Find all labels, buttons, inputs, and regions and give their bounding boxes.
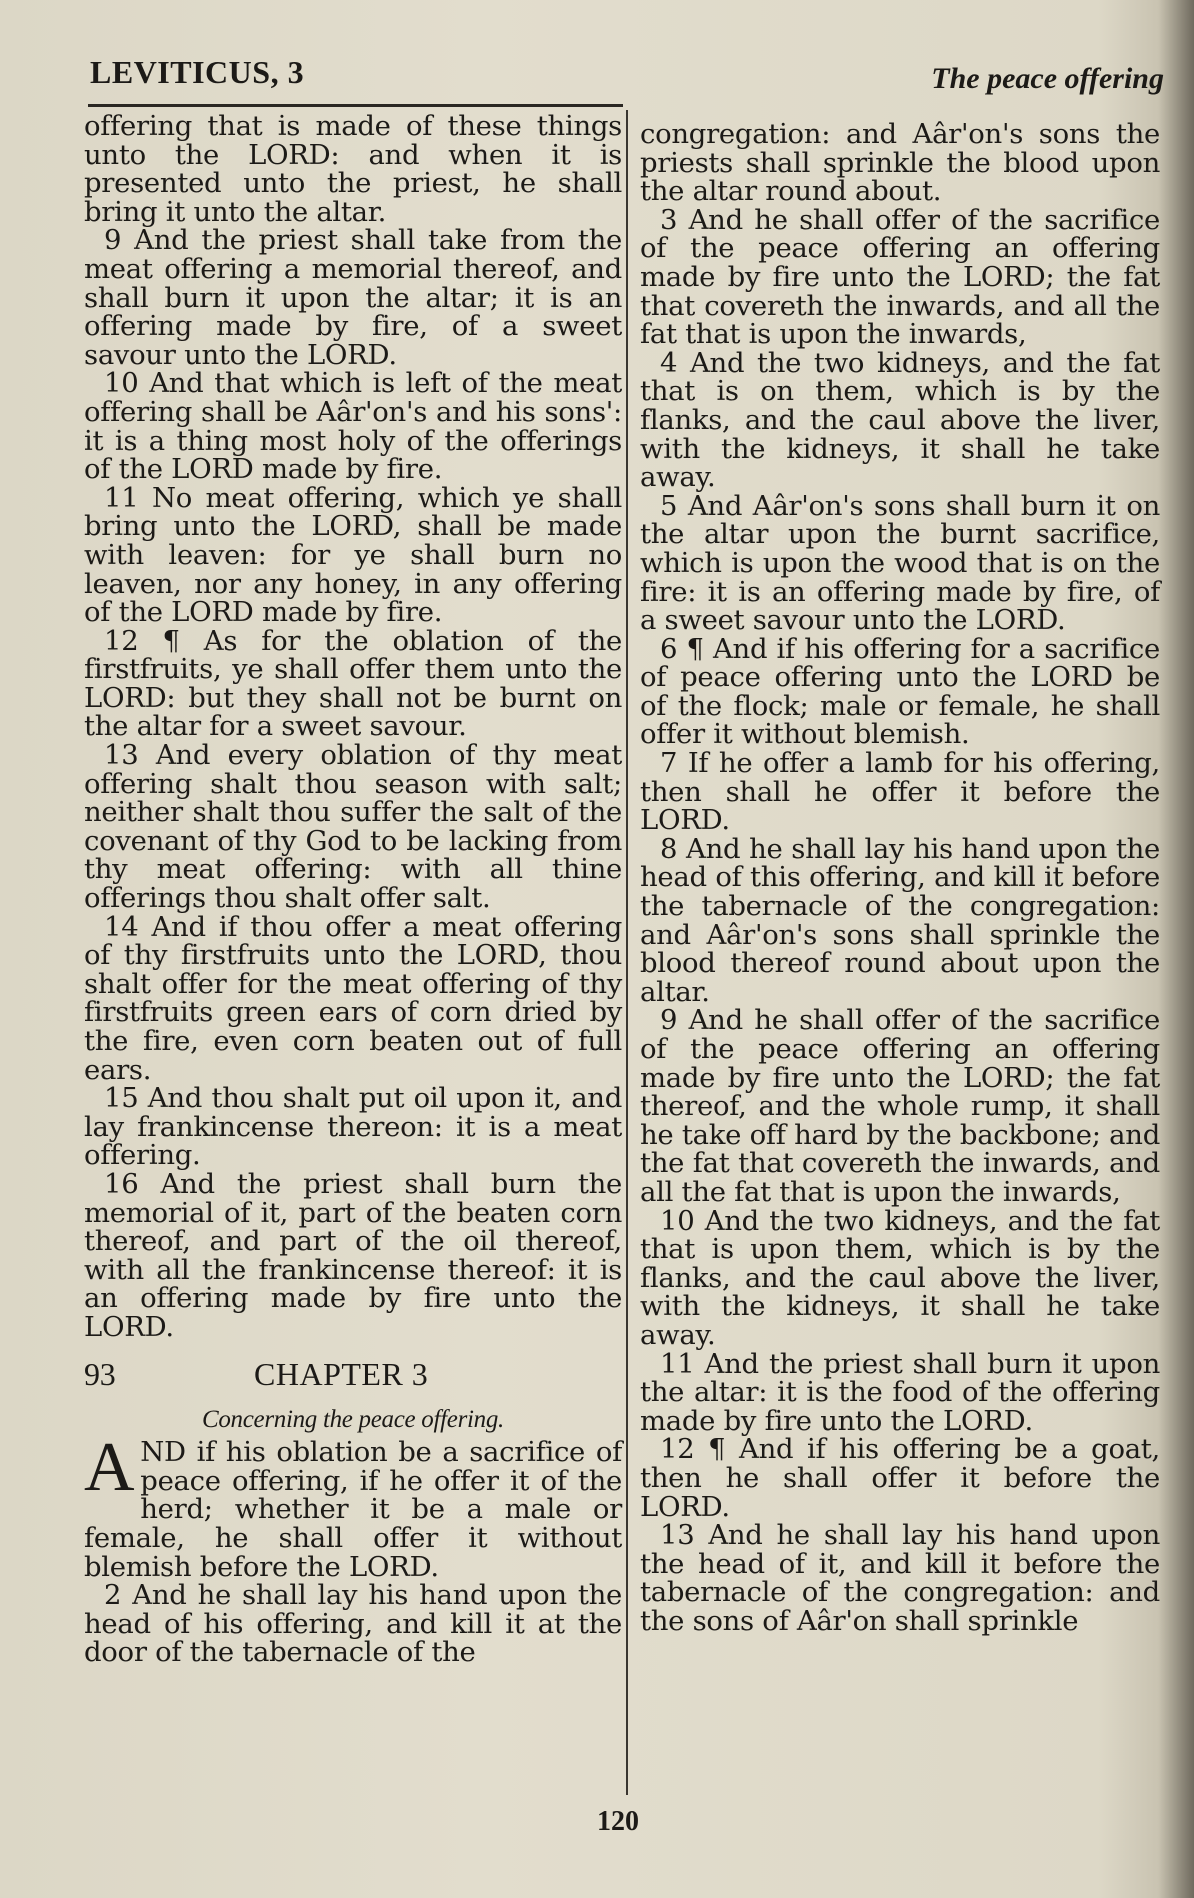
drop-cap: A	[84, 1429, 135, 1507]
verse-text: 10 And the two kidneys, and the fat that is upon them, which is by the flanks, and the caul above the liver, with the kidneys, it shall he take away.	[640, 1204, 1160, 1351]
verse-text: 13 And he shall lay his hand upon the head of it, and kill it before the tabernacle of the congregation: and the sons of Aâr'on shall sprinkle	[640, 1519, 1160, 1637]
verse-text: 15 And thou shalt put oil upon it, and lay frankincense thereon: it is a meat offering.	[84, 1082, 622, 1172]
verse-text: ND if his oblation be a sacrifice of peace offering, if he offer it of the herd; whether it be a male or female, he shall offer it without blemish before the LORD.	[84, 1436, 622, 1583]
chapter-reference-number: 93	[84, 1355, 116, 1392]
verse-text: congregation: and Aâr'on's sons the priests shall sprinkle the blood upon the altar round about.	[640, 118, 1160, 208]
chapter-title: CHAPTER 3	[254, 1355, 429, 1392]
page-number: 120	[597, 1806, 639, 1837]
chapter-heading	[84, 1355, 622, 1400]
verse-text: 10 And that which is left of the meat offering shall be Aâr'on's and his sons': it is a thing most holy of the offerings of the LORD made by fire.	[84, 367, 622, 486]
verse-1	[84, 1429, 622, 1583]
chapter-summary: Concerning the peace offering.	[201, 1405, 505, 1433]
verse-text: 12 ¶ And if his offering be a goat, then he shall offer it before the LORD.	[640, 1433, 1160, 1523]
verse-text: 11 And the priest shall burn it upon the altar: it is the food of the offering made by fire unto the LORD.	[640, 1347, 1160, 1437]
verse-text: 13 And every oblation of thy meat offering shalt thou season with salt; neither shalt thou suffer the salt of the covenant of thy God to be lacking from thy meat offering: with all thine offerings thou shalt offer salt.	[84, 739, 622, 915]
verse-text: 2 And he shall lay his hand upon the head of his offering, and kill it at the door of the tabernacle of the	[84, 1579, 622, 1669]
header-rule	[88, 104, 623, 107]
verse-text: 9 And he shall offer of the sacrifice of the peace offering an offering made by fire unto the LORD; the fat thereof, and the whole rump, it shall he take off hard by the backbone; and the fat that covereth the inwards, and all the fat that is upon the inwards,	[640, 1004, 1160, 1208]
verse-text: 16 And the priest shall burn the memorial of it, part of the beaten corn thereof, and part of the oil thereof, with all the frankincense thereof: it is an offering made by fire unto the LORD.	[84, 1167, 622, 1343]
verse-text: 12 ¶ As for the oblation of the firstfruits, ye shall offer them unto the LORD: but they shall not be burnt on the altar for a sweet savour.	[84, 624, 622, 743]
verse-text: 6 ¶ And if his offering for a sacrifice of peace offering unto the LORD be of the flock; male or female, he shall offer it without blemish.	[640, 632, 1160, 751]
verse-text: 5 And Aâr'on's sons shall burn it on the altar upon the burnt sacrifice, which is upon the wood that is on the fire: it is an offering made by fire, of a sweet savour unto the LORD.	[640, 489, 1160, 637]
verse-text: 3 And he shall offer of the sacrifice of the peace offering an offering made by fire unto the LORD; the fat that covereth the inwards, and all the fat that is upon the inwards,	[640, 203, 1160, 351]
running-head-book: LEVITICUS, 3	[90, 54, 305, 90]
running-head-topic: The peace offering	[931, 62, 1164, 95]
verse-text: 8 And he shall lay his hand upon the head of this offering, and kill it before the tabernacle of the congregation: and Aâr'on's sons shall sprinkle the blood thereof round about upon the altar.	[640, 832, 1160, 1008]
left-column	[84, 112, 622, 1667]
verse-text: 9 And the priest shall take from the meat offering a memorial thereof, and shall burn it upon the altar; it is an offering made by fire, of a sweet savour unto the LORD.	[84, 224, 622, 371]
right-column	[640, 120, 1160, 1635]
verse-text: 14 And if thou offer a meat offering of thy firstfruits unto the LORD, thou shalt offer for the meat offering of thy firstfruits green ears of corn dried by the fire, even corn beaten out of full ears.	[84, 910, 622, 1086]
column-divider	[626, 110, 628, 1795]
verse-text: 4 And the two kidneys, and the fat that is on them, which is by the flanks, and the caul above the liver, with the kidneys, it shall he take away.	[640, 346, 1160, 494]
verse-text: offering that is made of these things unto the LORD: and when it is presented unto the priest, he shall bring it unto the altar.	[84, 110, 622, 228]
verse-text: 7 If he offer a lamb for his offering, then shall he offer it before the LORD.	[640, 747, 1160, 837]
verse-text: 11 No meat offering, which ye shall bring unto the LORD, shall be made with leaven: for ye shall burn no leaven, nor any honey, in any offering of the LORD made by fire.	[84, 481, 622, 629]
